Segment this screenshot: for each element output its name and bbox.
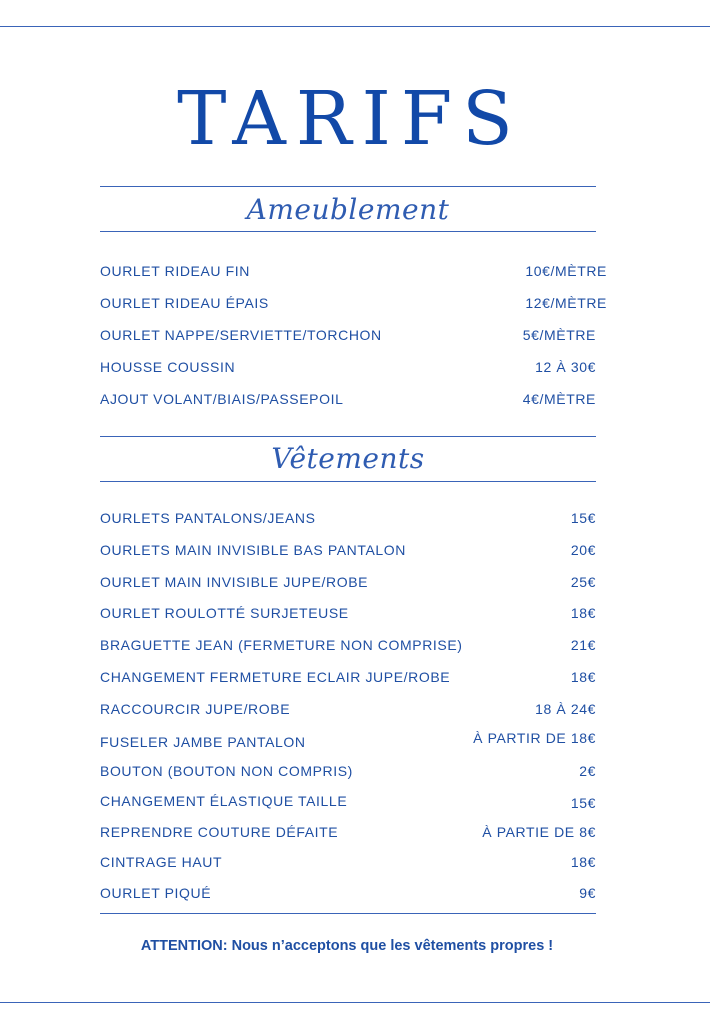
price-row	[100, 732, 596, 752]
service-price: 20€	[570, 542, 596, 558]
service-price: 25€	[570, 574, 596, 590]
service-price: À PARTIE DE 8€	[482, 824, 596, 840]
price-row	[100, 391, 596, 411]
price-row	[100, 263, 607, 283]
service-price: 12 À 30€	[535, 359, 596, 375]
service-label: OURLET NAPPE/SERVIETTE/TORCHON	[100, 327, 382, 343]
service-label: OURLET RIDEAU ÉPAIS	[100, 295, 269, 311]
service-price: 4€/MÈTRE	[522, 391, 596, 407]
service-price: 18€	[570, 669, 596, 685]
page-title: TARIFS	[177, 76, 523, 162]
service-label: OURLET MAIN INVISIBLE JUPE/ROBE	[100, 574, 369, 590]
service-label: CHANGEMENT ÉLASTIQUE TAILLE	[100, 793, 348, 809]
price-row	[100, 327, 596, 347]
price-row	[100, 854, 596, 874]
service-price: 18€	[570, 854, 596, 870]
price-row	[100, 669, 596, 689]
price-row	[100, 637, 596, 657]
service-label: REPRENDRE COUTURE DÉFAITE	[100, 824, 339, 840]
service-price: 5€/MÈTRE	[522, 327, 596, 343]
service-label: HOUSSE COUSSIN	[100, 359, 236, 375]
divider	[100, 231, 596, 232]
price-row	[100, 824, 596, 844]
price-row	[100, 701, 596, 721]
service-label: CINTRAGE HAUT	[100, 854, 223, 870]
section-heading-vetements: Vêtements	[271, 442, 425, 475]
service-price: 9€	[579, 885, 596, 901]
service-label: FUSELER JAMBE PANTALON	[100, 734, 306, 750]
price-row	[100, 605, 596, 625]
service-price: 15€	[570, 510, 596, 526]
price-row	[100, 542, 596, 562]
service-price: 21€	[570, 637, 596, 653]
service-label: RACCOURCIR JUPE/ROBE	[100, 701, 291, 717]
service-label: BOUTON (BOUTON NON COMPRIS)	[100, 763, 353, 779]
service-label: AJOUT VOLANT/BIAIS/PASSEPOIL	[100, 391, 344, 407]
price-row	[100, 574, 596, 594]
bottom-border-line	[0, 1002, 710, 1003]
price-row	[100, 885, 596, 905]
attention-note: ATTENTION: Nous n’acceptons que les vêtements propres !	[140, 938, 554, 954]
service-price: 18€	[570, 605, 596, 621]
service-price: 18 À 24€	[535, 701, 596, 717]
divider	[100, 436, 596, 437]
service-price: 12€/MÈTRE	[525, 295, 607, 311]
service-label: OURLET PIQUÉ	[100, 885, 212, 901]
service-label: OURLET RIDEAU FIN	[100, 263, 250, 279]
price-row	[100, 510, 596, 530]
divider	[100, 481, 596, 482]
service-label: OURLET ROULOTTÉ SURJETEUSE	[100, 605, 349, 621]
price-row	[100, 295, 607, 315]
divider	[100, 913, 596, 914]
price-row	[100, 793, 596, 813]
service-price: 10€/MÈTRE	[525, 263, 607, 279]
service-label: OURLETS MAIN INVISIBLE BAS PANTALON	[100, 542, 406, 558]
service-price: 2€	[579, 763, 596, 779]
section-heading-ameublement: Ameublement	[246, 193, 450, 226]
service-label: BRAGUETTE JEAN (FERMETURE NON COMPRISE)	[100, 637, 463, 653]
top-border-line	[0, 26, 710, 27]
service-label: CHANGEMENT FERMETURE ECLAIR JUPE/ROBE	[100, 669, 451, 685]
service-price: 15€	[570, 795, 596, 811]
price-row	[100, 359, 596, 379]
service-label: OURLETS PANTALONS/JEANS	[100, 510, 316, 526]
divider	[100, 186, 596, 187]
service-price: À PARTIR DE 18€	[473, 730, 596, 746]
price-row	[100, 763, 596, 783]
